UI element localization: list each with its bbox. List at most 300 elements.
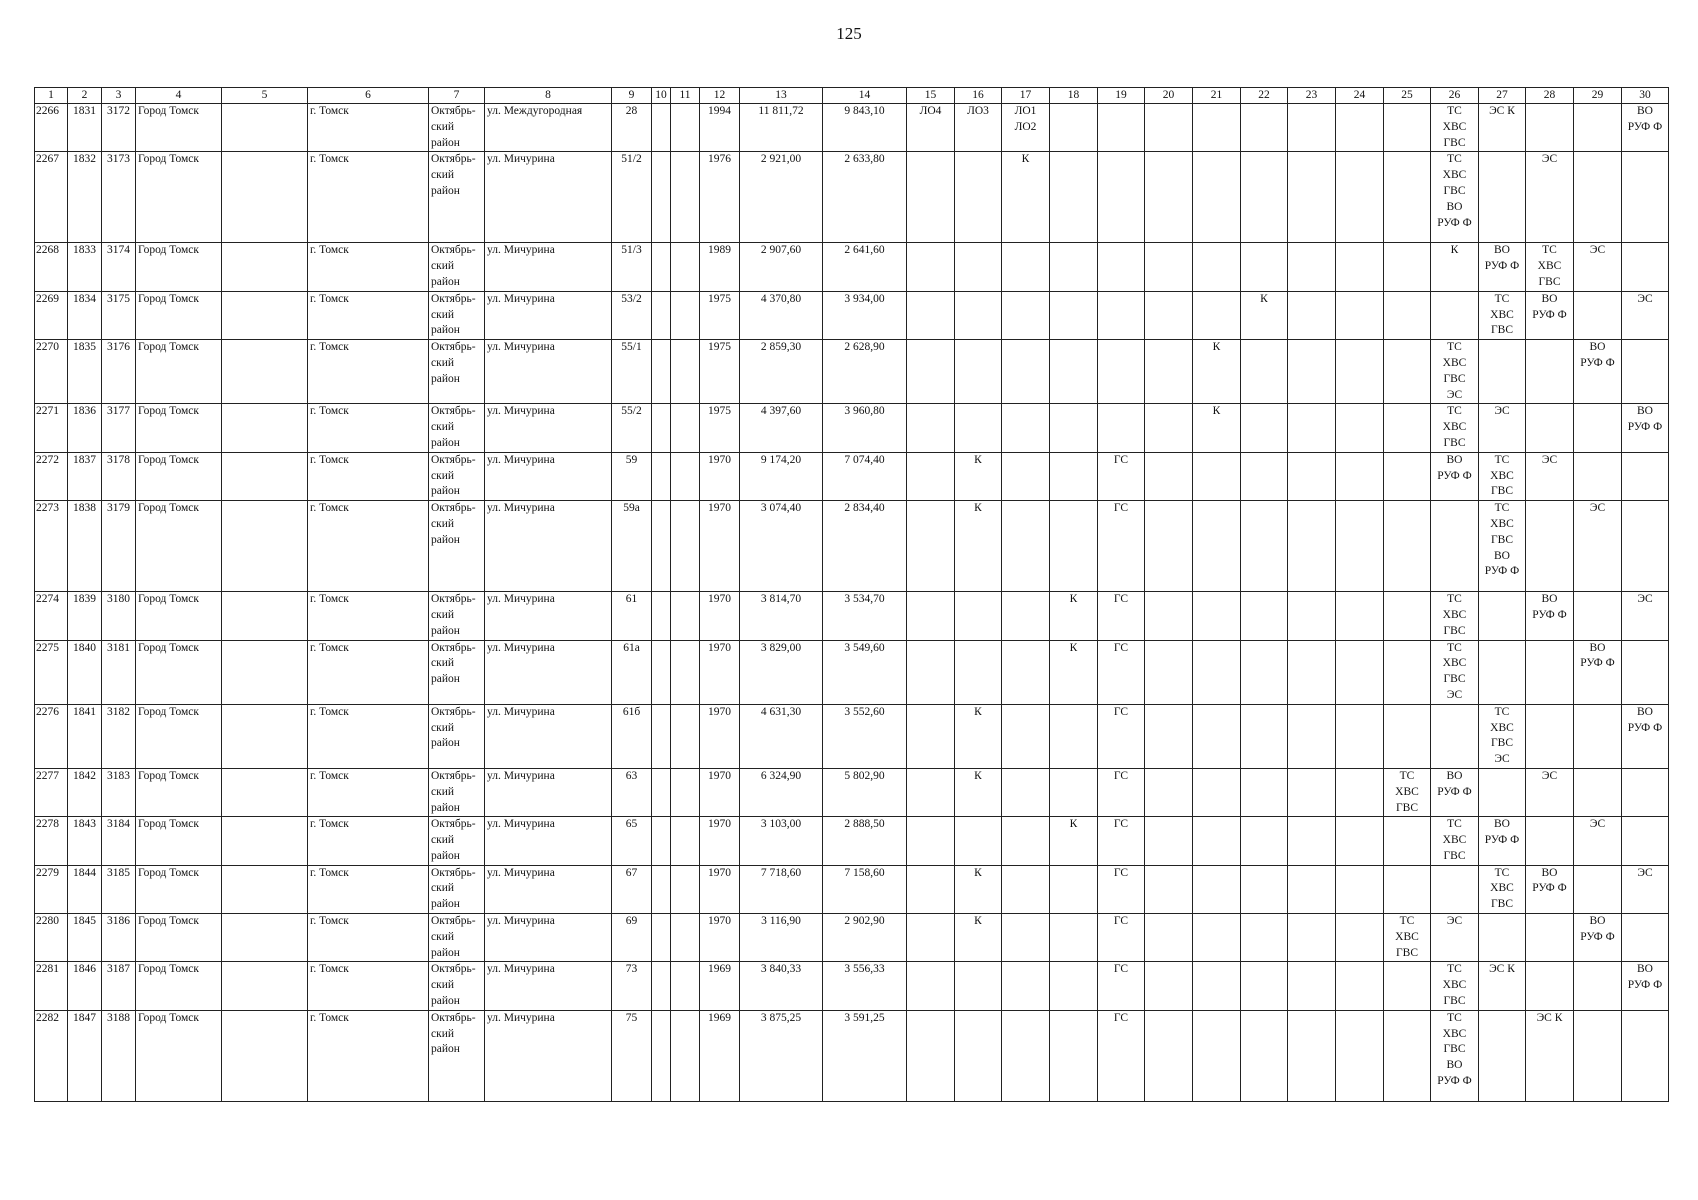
cell-col-26: ВО РУФ Ф: [1431, 452, 1479, 500]
cell-col-28: [1526, 704, 1574, 768]
cell-col-3: 3186: [102, 914, 136, 962]
cell-col-28: ЭС К: [1526, 1010, 1574, 1101]
cell-col-9: 61: [612, 592, 652, 640]
cell-col-18: [1050, 768, 1098, 816]
cell-col-23: [1288, 768, 1336, 816]
cell-col-9: 75: [612, 1010, 652, 1101]
cell-col-15: [907, 404, 955, 452]
cell-col-25: [1384, 962, 1431, 1010]
cell-col-6: г. Томск: [308, 768, 429, 816]
cell-col-28: ЭС: [1526, 768, 1574, 816]
cell-col-4: Город Томск: [136, 640, 222, 704]
cell-col-16: [955, 340, 1002, 404]
cell-col-14: 2 628,90: [823, 340, 907, 404]
cell-col-27: ТС ХВС ГВС ЭС: [1479, 704, 1526, 768]
table-row: [35, 704, 1669, 768]
cell-col-7: Октябрь- ский район: [429, 640, 485, 704]
cell-col-23: [1288, 452, 1336, 500]
cell-col-10: [652, 291, 671, 339]
cell-col-3: 3177: [102, 404, 136, 452]
cell-col-23: [1288, 243, 1336, 291]
cell-col-8: ул. Мичурина: [485, 1010, 612, 1101]
cell-col-18: К: [1050, 817, 1098, 865]
cell-col-8: ул. Мичурина: [485, 817, 612, 865]
cell-col-11: [671, 452, 700, 500]
cell-col-2: 1846: [68, 962, 102, 1010]
cell-col-20: [1145, 592, 1193, 640]
cell-col-29: [1574, 404, 1622, 452]
cell-col-17: [1002, 340, 1050, 404]
cell-col-13: 2 907,60: [740, 243, 823, 291]
cell-col-18: [1050, 501, 1098, 592]
cell-col-30: ЭС: [1622, 592, 1669, 640]
cell-col-27: ВО РУФ Ф: [1479, 817, 1526, 865]
cell-col-8: ул. Мичурина: [485, 640, 612, 704]
cell-col-17: [1002, 452, 1050, 500]
cell-col-17: [1002, 865, 1050, 913]
cell-col-2: 1847: [68, 1010, 102, 1101]
cell-col-19: ГС: [1098, 452, 1145, 500]
cell-col-8: ул. Мичурина: [485, 404, 612, 452]
cell-col-21: [1193, 452, 1241, 500]
cell-col-12: 1975: [700, 404, 740, 452]
cell-col-27: ЭС: [1479, 404, 1526, 452]
column-header-10: 10: [652, 88, 671, 104]
cell-col-9: 55/1: [612, 340, 652, 404]
cell-col-6: г. Томск: [308, 817, 429, 865]
cell-col-20: [1145, 817, 1193, 865]
cell-col-7: Октябрь- ский район: [429, 704, 485, 768]
cell-col-10: [652, 704, 671, 768]
cell-col-3: 3188: [102, 1010, 136, 1101]
cell-col-16: [955, 817, 1002, 865]
cell-col-7: Октябрь- ский район: [429, 592, 485, 640]
cell-col-13: 3 840,33: [740, 962, 823, 1010]
cell-col-20: [1145, 962, 1193, 1010]
cell-col-1: 2276: [35, 704, 68, 768]
cell-col-21: [1193, 704, 1241, 768]
cell-col-8: ул. Мичурина: [485, 768, 612, 816]
cell-col-4: Город Томск: [136, 291, 222, 339]
cell-col-11: [671, 962, 700, 1010]
cell-col-15: [907, 914, 955, 962]
cell-col-8: ул. Мичурина: [485, 291, 612, 339]
cell-col-4: Город Томск: [136, 243, 222, 291]
cell-col-3: 3173: [102, 152, 136, 243]
cell-col-4: Город Томск: [136, 404, 222, 452]
cell-col-23: [1288, 865, 1336, 913]
cell-col-15: [907, 1010, 955, 1101]
cell-col-19: [1098, 243, 1145, 291]
column-header-7: 7: [429, 88, 485, 104]
cell-col-30: [1622, 452, 1669, 500]
cell-col-30: [1622, 817, 1669, 865]
cell-col-24: [1336, 404, 1384, 452]
cell-col-16: [955, 404, 1002, 452]
cell-col-16: [955, 152, 1002, 243]
cell-col-9: 51/2: [612, 152, 652, 243]
column-header-24: 24: [1336, 88, 1384, 104]
cell-col-2: 1845: [68, 914, 102, 962]
column-header-25: 25: [1384, 88, 1431, 104]
cell-col-13: 4 397,60: [740, 404, 823, 452]
cell-col-5: [222, 452, 308, 500]
cell-col-15: [907, 962, 955, 1010]
table-row: [35, 962, 1669, 1010]
cell-col-12: 1970: [700, 768, 740, 816]
cell-col-29: [1574, 104, 1622, 152]
cell-col-29: [1574, 1010, 1622, 1101]
cell-col-15: [907, 817, 955, 865]
column-header-20: 20: [1145, 88, 1193, 104]
cell-col-30: [1622, 501, 1669, 592]
cell-col-21: [1193, 817, 1241, 865]
cell-col-10: [652, 243, 671, 291]
cell-col-21: [1193, 291, 1241, 339]
cell-col-3: 3180: [102, 592, 136, 640]
column-header-22: 22: [1241, 88, 1288, 104]
cell-col-15: [907, 452, 955, 500]
cell-col-9: 73: [612, 962, 652, 1010]
cell-col-12: 1970: [700, 914, 740, 962]
cell-col-20: [1145, 865, 1193, 913]
column-header-5: 5: [222, 88, 308, 104]
cell-col-3: 3175: [102, 291, 136, 339]
cell-col-17: [1002, 640, 1050, 704]
cell-col-30: ВО РУФ Ф: [1622, 704, 1669, 768]
column-header-21: 21: [1193, 88, 1241, 104]
cell-col-9: 67: [612, 865, 652, 913]
column-header-23: 23: [1288, 88, 1336, 104]
cell-col-11: [671, 152, 700, 243]
cell-col-29: ВО РУФ Ф: [1574, 640, 1622, 704]
cell-col-28: ТС ХВС ГВС: [1526, 243, 1574, 291]
cell-col-12: 1970: [700, 592, 740, 640]
cell-col-19: [1098, 291, 1145, 339]
cell-col-1: 2279: [35, 865, 68, 913]
cell-col-7: Октябрь- ский район: [429, 291, 485, 339]
cell-col-26: ТС ХВС ГВС ВО РУФ Ф: [1431, 1010, 1479, 1101]
cell-col-1: 2282: [35, 1010, 68, 1101]
cell-col-14: 3 591,25: [823, 1010, 907, 1101]
cell-col-13: 2 921,00: [740, 152, 823, 243]
cell-col-18: [1050, 340, 1098, 404]
cell-col-22: [1241, 640, 1288, 704]
cell-col-30: [1622, 768, 1669, 816]
cell-col-24: [1336, 243, 1384, 291]
cell-col-26: ТС ХВС ГВС: [1431, 962, 1479, 1010]
cell-col-20: [1145, 501, 1193, 592]
cell-col-24: [1336, 452, 1384, 500]
cell-col-27: [1479, 768, 1526, 816]
cell-col-22: [1241, 865, 1288, 913]
cell-col-3: 3183: [102, 768, 136, 816]
cell-col-15: [907, 640, 955, 704]
cell-col-28: [1526, 501, 1574, 592]
cell-col-28: ЭС: [1526, 452, 1574, 500]
column-header-6: 6: [308, 88, 429, 104]
cell-col-10: [652, 452, 671, 500]
cell-col-5: [222, 291, 308, 339]
cell-col-26: ТС ХВС ГВС ЭС: [1431, 640, 1479, 704]
cell-col-1: 2281: [35, 962, 68, 1010]
cell-col-26: ТС ХВС ГВС ВО РУФ Ф: [1431, 152, 1479, 243]
cell-col-14: 2 902,90: [823, 914, 907, 962]
cell-col-20: [1145, 640, 1193, 704]
cell-col-5: [222, 404, 308, 452]
cell-col-18: К: [1050, 592, 1098, 640]
cell-col-24: [1336, 704, 1384, 768]
cell-col-12: 1975: [700, 291, 740, 339]
cell-col-27: ТС ХВС ГВС: [1479, 865, 1526, 913]
cell-col-3: 3174: [102, 243, 136, 291]
cell-col-15: [907, 501, 955, 592]
cell-col-20: [1145, 340, 1193, 404]
cell-col-6: г. Томск: [308, 243, 429, 291]
cell-col-27: [1479, 152, 1526, 243]
cell-col-25: [1384, 104, 1431, 152]
cell-col-29: [1574, 865, 1622, 913]
cell-col-9: 28: [612, 104, 652, 152]
cell-col-19: ГС: [1098, 592, 1145, 640]
cell-col-17: [1002, 817, 1050, 865]
column-header-4: 4: [136, 88, 222, 104]
cell-col-23: [1288, 501, 1336, 592]
cell-col-10: [652, 962, 671, 1010]
cell-col-29: [1574, 768, 1622, 816]
cell-col-17: [1002, 768, 1050, 816]
cell-col-13: 4 370,80: [740, 291, 823, 339]
cell-col-8: ул. Мичурина: [485, 152, 612, 243]
cell-col-2: 1839: [68, 592, 102, 640]
cell-col-5: [222, 865, 308, 913]
cell-col-26: [1431, 865, 1479, 913]
cell-col-11: [671, 817, 700, 865]
cell-col-28: [1526, 640, 1574, 704]
cell-col-6: г. Томск: [308, 640, 429, 704]
column-header-3: 3: [102, 88, 136, 104]
cell-col-4: Город Томск: [136, 592, 222, 640]
cell-col-28: [1526, 914, 1574, 962]
cell-col-2: 1835: [68, 340, 102, 404]
cell-col-24: [1336, 914, 1384, 962]
cell-col-14: 3 556,33: [823, 962, 907, 1010]
cell-col-21: [1193, 104, 1241, 152]
cell-col-22: [1241, 340, 1288, 404]
cell-col-19: ГС: [1098, 1010, 1145, 1101]
cell-col-27: [1479, 340, 1526, 404]
cell-col-13: 3 814,70: [740, 592, 823, 640]
cell-col-15: [907, 768, 955, 816]
cell-col-9: 59: [612, 452, 652, 500]
cell-col-1: 2269: [35, 291, 68, 339]
cell-col-15: [907, 243, 955, 291]
cell-col-12: 1994: [700, 104, 740, 152]
cell-col-10: [652, 104, 671, 152]
cell-col-18: [1050, 1010, 1098, 1101]
cell-col-22: [1241, 1010, 1288, 1101]
cell-col-12: 1969: [700, 1010, 740, 1101]
cell-col-10: [652, 152, 671, 243]
cell-col-7: Октябрь- ский район: [429, 865, 485, 913]
cell-col-27: [1479, 914, 1526, 962]
cell-col-18: [1050, 704, 1098, 768]
cell-col-9: 61а: [612, 640, 652, 704]
cell-col-4: Город Томск: [136, 962, 222, 1010]
cell-col-25: [1384, 452, 1431, 500]
cell-col-22: [1241, 592, 1288, 640]
cell-col-23: [1288, 592, 1336, 640]
cell-col-30: [1622, 640, 1669, 704]
cell-col-4: Город Томск: [136, 104, 222, 152]
cell-col-4: Город Томск: [136, 152, 222, 243]
cell-col-16: К: [955, 452, 1002, 500]
cell-col-14: 2 641,60: [823, 243, 907, 291]
table-row: [35, 640, 1669, 704]
column-header-11: 11: [671, 88, 700, 104]
cell-col-3: 3176: [102, 340, 136, 404]
cell-col-6: г. Томск: [308, 501, 429, 592]
cell-col-22: [1241, 501, 1288, 592]
cell-col-6: г. Томск: [308, 704, 429, 768]
cell-col-2: 1840: [68, 640, 102, 704]
cell-col-24: [1336, 768, 1384, 816]
cell-col-1: 2280: [35, 914, 68, 962]
cell-col-11: [671, 104, 700, 152]
cell-col-14: 3 534,70: [823, 592, 907, 640]
cell-col-24: [1336, 152, 1384, 243]
cell-col-6: г. Томск: [308, 865, 429, 913]
cell-col-20: [1145, 1010, 1193, 1101]
cell-col-29: [1574, 592, 1622, 640]
cell-col-28: [1526, 404, 1574, 452]
cell-col-3: 3187: [102, 962, 136, 1010]
cell-col-18: [1050, 243, 1098, 291]
cell-col-26: [1431, 704, 1479, 768]
cell-col-27: [1479, 1010, 1526, 1101]
cell-col-17: ЛО1 ЛО2: [1002, 104, 1050, 152]
cell-col-1: 2275: [35, 640, 68, 704]
cell-col-6: г. Томск: [308, 104, 429, 152]
column-header-16: 16: [955, 88, 1002, 104]
cell-col-29: ВО РУФ Ф: [1574, 914, 1622, 962]
cell-col-21: [1193, 1010, 1241, 1101]
cell-col-11: [671, 1010, 700, 1101]
column-header-2: 2: [68, 88, 102, 104]
cell-col-19: [1098, 404, 1145, 452]
cell-col-24: [1336, 962, 1384, 1010]
cell-col-21: К: [1193, 404, 1241, 452]
cell-col-25: [1384, 243, 1431, 291]
cell-col-18: [1050, 452, 1098, 500]
cell-col-12: 1970: [700, 452, 740, 500]
column-header-15: 15: [907, 88, 955, 104]
cell-col-25: [1384, 404, 1431, 452]
cell-col-5: [222, 704, 308, 768]
cell-col-7: Октябрь- ский район: [429, 914, 485, 962]
cell-col-28: ВО РУФ Ф: [1526, 291, 1574, 339]
cell-col-21: К: [1193, 340, 1241, 404]
cell-col-10: [652, 768, 671, 816]
cell-col-30: ВО РУФ Ф: [1622, 404, 1669, 452]
cell-col-1: 2271: [35, 404, 68, 452]
cell-col-21: [1193, 501, 1241, 592]
cell-col-20: [1145, 914, 1193, 962]
table-row: [35, 1010, 1669, 1101]
cell-col-2: 1843: [68, 817, 102, 865]
cell-col-12: 1970: [700, 704, 740, 768]
cell-col-17: [1002, 704, 1050, 768]
cell-col-10: [652, 404, 671, 452]
cell-col-5: [222, 768, 308, 816]
cell-col-17: [1002, 914, 1050, 962]
cell-col-13: 2 859,30: [740, 340, 823, 404]
cell-col-25: [1384, 704, 1431, 768]
cell-col-16: [955, 592, 1002, 640]
cell-col-15: [907, 592, 955, 640]
cell-col-4: Город Томск: [136, 704, 222, 768]
cell-col-10: [652, 817, 671, 865]
cell-col-25: ТС ХВС ГВС: [1384, 914, 1431, 962]
cell-col-5: [222, 1010, 308, 1101]
cell-col-22: [1241, 404, 1288, 452]
cell-col-20: [1145, 152, 1193, 243]
cell-col-8: ул. Мичурина: [485, 865, 612, 913]
cell-col-8: ул. Мичурина: [485, 592, 612, 640]
cell-col-11: [671, 501, 700, 592]
cell-col-18: [1050, 291, 1098, 339]
cell-col-1: 2274: [35, 592, 68, 640]
cell-col-27: ЭС К: [1479, 962, 1526, 1010]
cell-col-16: К: [955, 704, 1002, 768]
cell-col-12: 1975: [700, 340, 740, 404]
cell-col-1: 2268: [35, 243, 68, 291]
cell-col-16: [955, 962, 1002, 1010]
column-header-9: 9: [612, 88, 652, 104]
column-header-19: 19: [1098, 88, 1145, 104]
cell-col-29: ЭС: [1574, 501, 1622, 592]
cell-col-11: [671, 865, 700, 913]
cell-col-22: К: [1241, 291, 1288, 339]
cell-col-19: ГС: [1098, 962, 1145, 1010]
cell-col-11: [671, 592, 700, 640]
cell-col-2: 1831: [68, 104, 102, 152]
cell-col-18: [1050, 865, 1098, 913]
cell-col-6: г. Томск: [308, 962, 429, 1010]
cell-col-5: [222, 914, 308, 962]
cell-col-21: [1193, 152, 1241, 243]
cell-col-15: ЛО4: [907, 104, 955, 152]
cell-col-9: 59а: [612, 501, 652, 592]
cell-col-30: [1622, 914, 1669, 962]
cell-col-24: [1336, 865, 1384, 913]
cell-col-16: К: [955, 865, 1002, 913]
cell-col-17: [1002, 501, 1050, 592]
cell-col-22: [1241, 104, 1288, 152]
cell-col-19: ГС: [1098, 704, 1145, 768]
cell-col-18: К: [1050, 640, 1098, 704]
table-row: [35, 817, 1669, 865]
cell-col-21: [1193, 640, 1241, 704]
cell-col-15: [907, 291, 955, 339]
cell-col-12: 1970: [700, 865, 740, 913]
cell-col-29: [1574, 291, 1622, 339]
cell-col-4: Город Томск: [136, 452, 222, 500]
cell-col-22: [1241, 452, 1288, 500]
cell-col-19: ГС: [1098, 640, 1145, 704]
cell-col-5: [222, 592, 308, 640]
cell-col-14: 2 834,40: [823, 501, 907, 592]
